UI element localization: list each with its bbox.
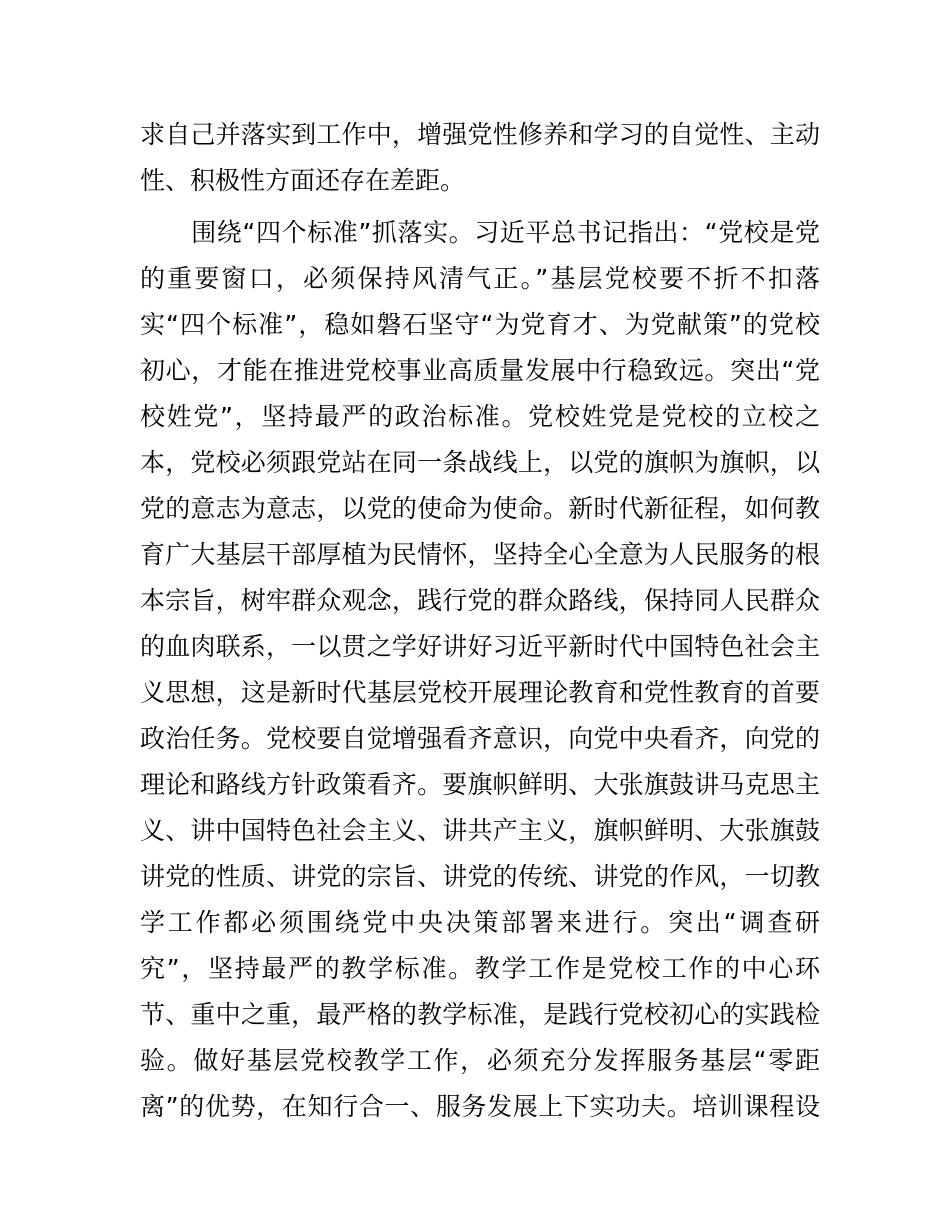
text-line: 义、讲中国特色社会主义、讲共产主义，旗帜鲜明、大张旗鼓 [140,816,820,845]
text-line: 本，党校必须跟党站在同一条战线上，以党的旗帜为旗帜，以 [140,448,820,477]
paragraph-2 [140,210,820,1130]
text-line: 性、积极性方面还存在差距。 [140,166,466,195]
text-line: 党的意志为意志，以党的使命为使命。新时代新征程，如何教 [140,494,820,523]
text-line: 究”，坚持最严的教学标准。教学工作是党校工作的中心环 [140,954,820,983]
text-line: 政治任务。党校要自觉增强看齐意识，向党中央看齐，向党的 [140,724,820,753]
text-line: 验。做好基层党校教学工作，必须充分发挥服务基层“零距 [140,1046,820,1075]
text-line: 理论和路线方针政策看齐。要旗帜鲜明、大张旗鼓讲马克思主 [140,770,820,799]
text-line: 的血肉联系，一以贯之学好讲好习近平新时代中国特色社会主 [140,632,820,661]
text-line: 校姓党”，坚持最严的政治标准。党校姓党是党校的立校之 [140,402,820,431]
body-text [140,112,820,1130]
text-line: 围绕“四个标准”抓落实。习近平总书记指出：“党校是党 [140,218,820,247]
text-line: 求自己并落实到工作中，增强党性修养和学习的自觉性、主动 [140,120,820,149]
paragraph-1 [140,112,820,204]
text-line: 节、重中之重，最严格的教学标准，是践行党校初心的实践检 [140,1000,820,1029]
text-line: 义思想，这是新时代基层党校开展理论教育和党性教育的首要 [140,678,820,707]
text-line: 的重要窗口，必须保持风清气正。”基层党校要不折不扣落 [140,264,820,293]
text-line: 初心，才能在推进党校事业高质量发展中行稳致远。突出“党 [140,356,820,385]
text-line: 育广大基层干部厚植为民情怀，坚持全心全意为人民服务的根 [140,540,820,569]
text-line: 本宗旨，树牢群众观念，践行党的群众路线，保持同人民群众 [140,586,820,615]
text-line: 讲党的性质、讲党的宗旨、讲党的传统、讲党的作风，一切教 [140,862,820,891]
text-line: 学工作都必须围绕党中央决策部署来进行。突出“调查研 [140,908,820,937]
text-line: 离”的优势，在知行合一、服务发展上下实功夫。培训课程设 [140,1092,820,1121]
text-line: 实“四个标准”，稳如磐石坚守“为党育才、为党献策”的党校 [140,310,820,339]
